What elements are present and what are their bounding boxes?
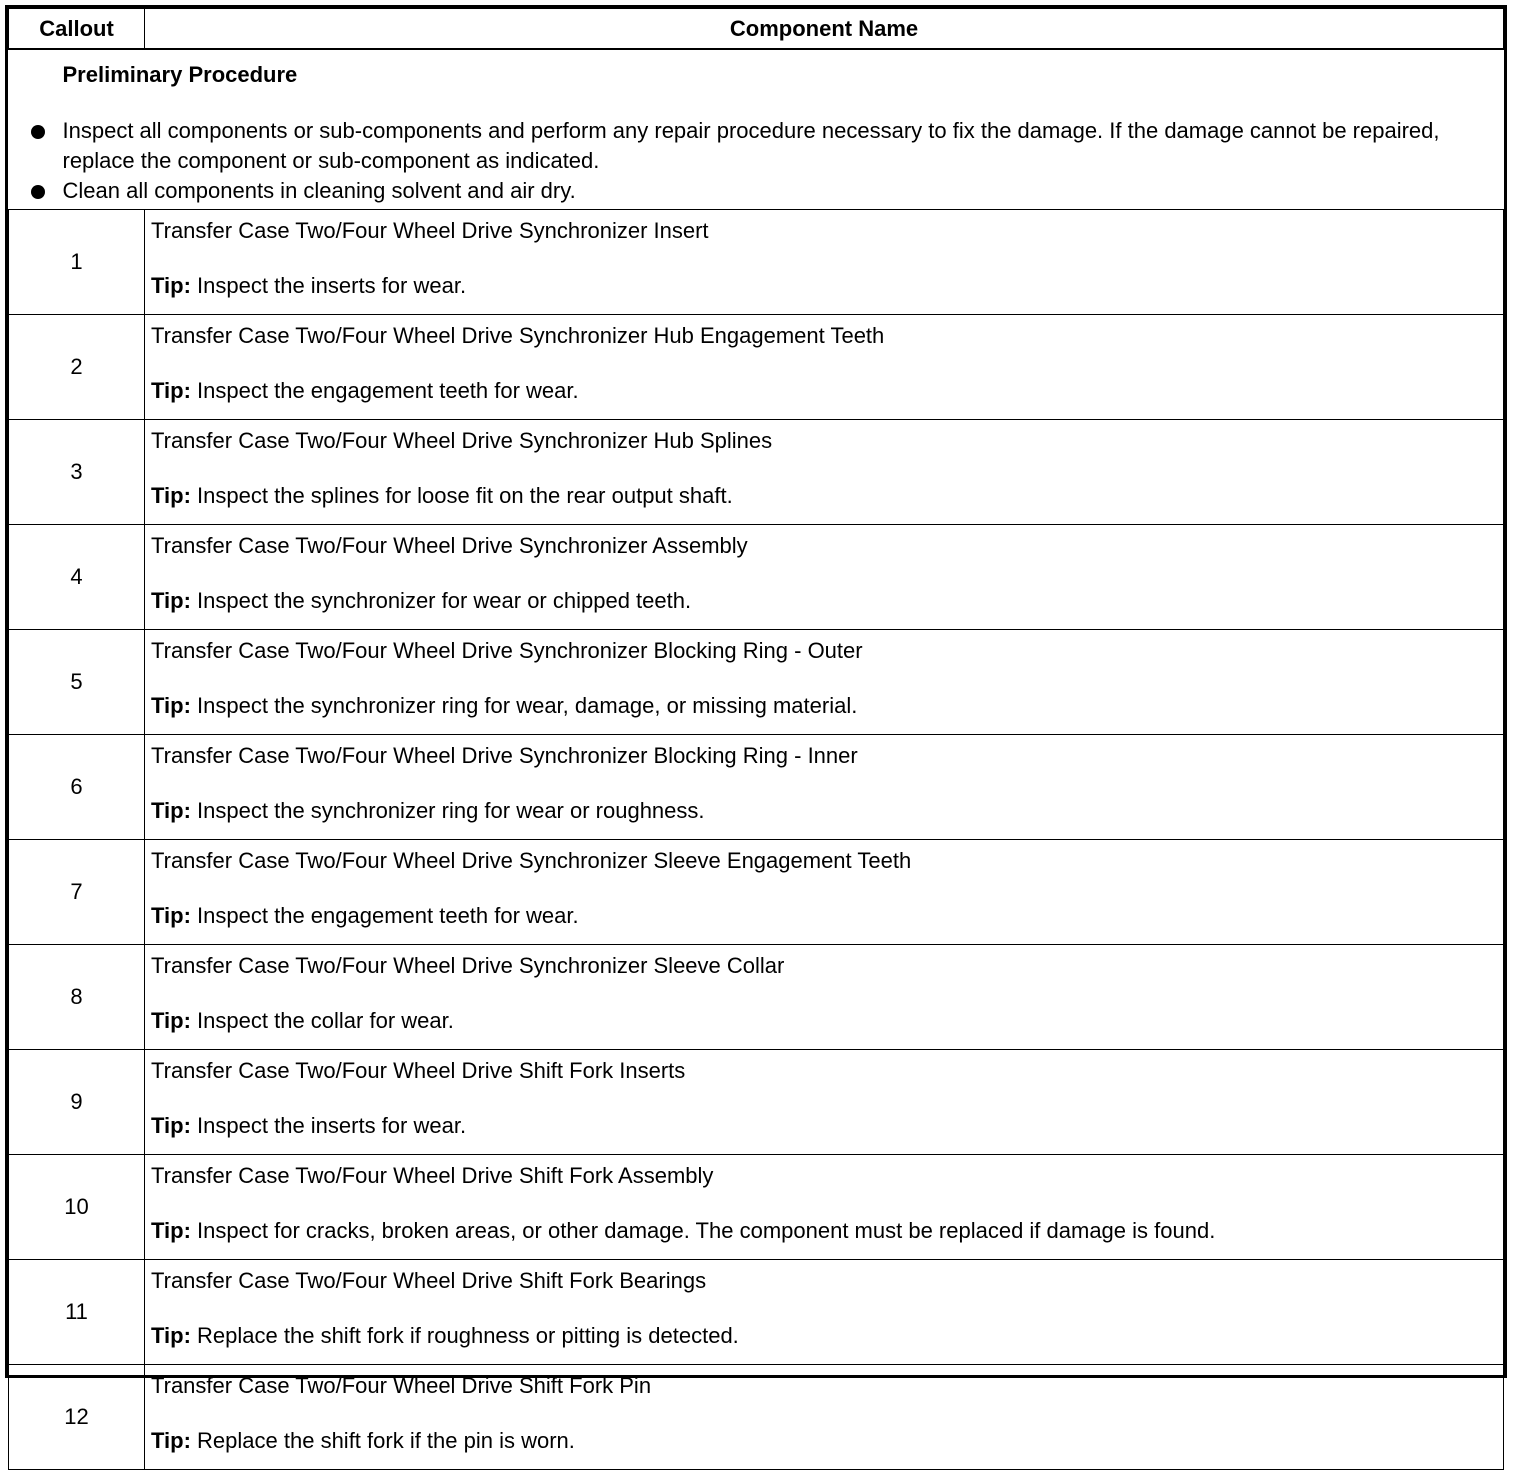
table-row xyxy=(9,1260,1504,1365)
tip-text: Inspect the inserts for wear. xyxy=(197,273,467,298)
tip-text: Inspect the synchronizer for wear or chipped teeth. xyxy=(197,588,692,613)
component-table-page xyxy=(5,5,1507,1453)
callout-number: 10 xyxy=(9,1155,145,1260)
component-table xyxy=(8,8,1504,1470)
tip-label: Tip: xyxy=(151,1113,191,1138)
tip-label: Tip: xyxy=(151,693,191,718)
table-row xyxy=(9,945,1504,1050)
component-cell xyxy=(145,1155,1504,1260)
tip-label: Tip: xyxy=(151,1323,191,1348)
component-name: Transfer Case Two/Four Wheel Drive Synchronizer Assembly xyxy=(151,533,748,558)
component-cell xyxy=(145,630,1504,735)
table-row xyxy=(9,525,1504,630)
component-cell xyxy=(145,210,1504,315)
table-row xyxy=(9,315,1504,420)
table-row xyxy=(9,1050,1504,1155)
component-name: Transfer Case Two/Four Wheel Drive Synchronizer Insert xyxy=(151,218,709,243)
component-name-column-header: Component Name xyxy=(145,9,1504,50)
tip-label: Tip: xyxy=(151,1428,191,1453)
component-cell xyxy=(145,840,1504,945)
component-cell xyxy=(145,945,1504,1050)
component-cell xyxy=(145,1050,1504,1155)
tip-text: Inspect the engagement teeth for wear. xyxy=(197,378,579,403)
tip-label: Tip: xyxy=(151,1008,191,1033)
table-row xyxy=(9,630,1504,735)
table-row xyxy=(9,420,1504,525)
tip-text: Inspect the synchronizer ring for wear or roughness. xyxy=(197,798,705,823)
component-name: Transfer Case Two/Four Wheel Drive Synchronizer Hub Splines xyxy=(151,428,773,453)
callout-number: 4 xyxy=(9,525,145,630)
component-name: Transfer Case Two/Four Wheel Drive Synchronizer Sleeve Collar xyxy=(151,953,785,978)
callout-column-header: Callout xyxy=(9,9,145,50)
component-name: Transfer Case Two/Four Wheel Drive Synchronizer Hub Engagement Teeth xyxy=(151,323,885,348)
callout-number: 6 xyxy=(9,735,145,840)
callout-number: 7 xyxy=(9,840,145,945)
component-name: Transfer Case Two/Four Wheel Drive Shift Fork Inserts xyxy=(151,1058,686,1083)
tip-text: Replace the shift fork if roughness or pitting is detected. xyxy=(197,1323,739,1348)
tip-label: Tip: xyxy=(151,378,191,403)
preliminary-bullet-list xyxy=(29,116,1490,206)
callout-number: 11 xyxy=(9,1260,145,1365)
tip-text: Inspect for cracks, broken areas, or other damage. The component must be replaced if damage is found. xyxy=(197,1218,1216,1243)
component-name: Transfer Case Two/Four Wheel Drive Synchronizer Blocking Ring - Inner xyxy=(151,743,858,768)
tip-label: Tip: xyxy=(151,903,191,928)
component-cell xyxy=(145,420,1504,525)
preliminary-procedure-title: Preliminary Procedure xyxy=(62,62,298,87)
tip-text: Inspect the engagement teeth for wear. xyxy=(197,903,579,928)
tip-text: Inspect the synchronizer ring for wear, damage, or missing material. xyxy=(197,693,858,718)
callout-number: 2 xyxy=(9,315,145,420)
component-name: Transfer Case Two/Four Wheel Drive Shift Fork Pin xyxy=(151,1373,652,1398)
callout-number: 9 xyxy=(9,1050,145,1155)
component-cell xyxy=(145,1260,1504,1365)
tip-label: Tip: xyxy=(151,1218,191,1243)
component-name: Transfer Case Two/Four Wheel Drive Shift Fork Bearings xyxy=(151,1268,707,1293)
tip-label: Tip: xyxy=(151,273,191,298)
callout-number: 1 xyxy=(9,210,145,315)
table-row xyxy=(9,840,1504,945)
tip-label: Tip: xyxy=(151,588,191,613)
bullet-dot-icon xyxy=(31,125,45,139)
component-name: Transfer Case Two/Four Wheel Drive Synchronizer Blocking Ring - Outer xyxy=(151,638,863,663)
table-row xyxy=(9,735,1504,840)
component-cell xyxy=(145,315,1504,420)
component-cell xyxy=(145,525,1504,630)
bullet-dot-icon xyxy=(31,185,45,199)
component-name: Transfer Case Two/Four Wheel Drive Shift Fork Assembly xyxy=(151,1163,714,1188)
preliminary-bullet: Inspect all components or sub-components and perform any repair procedure necessary to fix the damage. If the damage cannot be repaired, replace the component or sub-component as indicated. xyxy=(29,116,1490,176)
component-name: Transfer Case Two/Four Wheel Drive Synchronizer Sleeve Engagement Teeth xyxy=(151,848,912,873)
table-row xyxy=(9,1365,1504,1470)
tip-text: Inspect the inserts for wear. xyxy=(197,1113,467,1138)
table-row xyxy=(9,210,1504,315)
callout-number: 12 xyxy=(9,1365,145,1470)
callout-number: 8 xyxy=(9,945,145,1050)
tip-text: Inspect the collar for wear. xyxy=(197,1008,454,1033)
tip-text: Inspect the splines for loose fit on the rear output shaft. xyxy=(197,483,733,508)
tip-label: Tip: xyxy=(151,798,191,823)
tip-text: Replace the shift fork if the pin is worn. xyxy=(197,1428,575,1453)
table-header-row xyxy=(9,9,1504,50)
callout-number: 5 xyxy=(9,630,145,735)
preliminary-procedure-row xyxy=(9,49,1504,210)
component-cell xyxy=(145,1365,1504,1470)
tip-label: Tip: xyxy=(151,483,191,508)
component-cell xyxy=(145,735,1504,840)
preliminary-bullet: Clean all components in cleaning solvent and air dry. xyxy=(29,176,1490,206)
table-row xyxy=(9,1155,1504,1260)
callout-number: 3 xyxy=(9,420,145,525)
